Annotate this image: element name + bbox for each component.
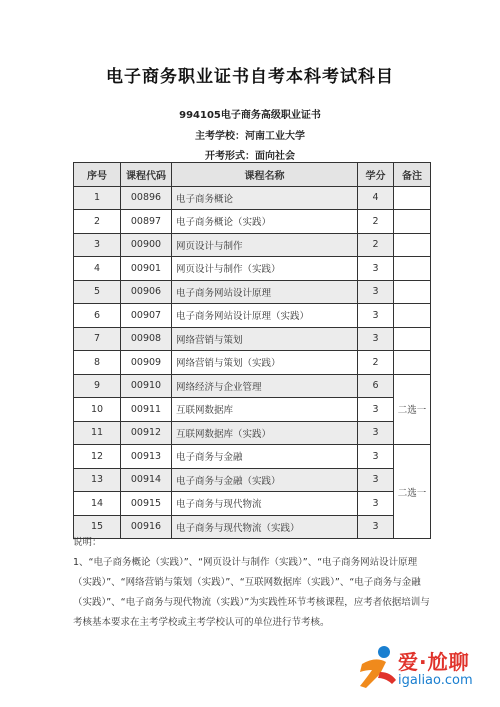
- notes-label: 说明：: [73, 537, 102, 548]
- row-name: 网页设计与制作（实践）: [172, 257, 358, 281]
- row-note: [394, 257, 431, 281]
- table-row: [74, 351, 431, 375]
- row-note: [394, 210, 431, 234]
- row-credit: 2: [358, 210, 394, 234]
- row-name: 网页设计与制作: [172, 233, 358, 257]
- row-index: 8: [74, 351, 121, 375]
- header-index: 序号: [74, 163, 121, 187]
- row-credit: 3: [358, 492, 394, 516]
- row-credit: 3: [358, 257, 394, 281]
- site-watermark: [352, 640, 492, 700]
- row-code: 00912: [121, 421, 172, 445]
- row-index: 7: [74, 327, 121, 351]
- row-credit: 3: [358, 304, 394, 328]
- table-header-row: [74, 163, 431, 187]
- row-credit: 3: [358, 468, 394, 492]
- row-index: 11: [74, 421, 121, 445]
- row-code: 00897: [121, 210, 172, 234]
- row-name: 互联网数据库: [172, 398, 358, 422]
- row-code: 00896: [121, 186, 172, 210]
- row-code: 00909: [121, 351, 172, 375]
- runner-logo-icon: [352, 642, 400, 694]
- table-row: [74, 233, 431, 257]
- row-index: 13: [74, 468, 121, 492]
- table-row: [74, 445, 431, 469]
- header-code: 课程代码: [121, 163, 172, 187]
- row-code: 00908: [121, 327, 172, 351]
- row-name: 电子商务网站设计原理（实践）: [172, 304, 358, 328]
- table-row: [74, 186, 431, 210]
- row-note: [394, 327, 431, 351]
- row-note: [394, 233, 431, 257]
- row-note: [394, 186, 431, 210]
- row-name: 电子商务与金融: [172, 445, 358, 469]
- row-index: 2: [74, 210, 121, 234]
- row-code: 00910: [121, 374, 172, 398]
- row-name: 电子商务概论: [172, 186, 358, 210]
- row-note: [394, 351, 431, 375]
- row-index: 10: [74, 398, 121, 422]
- table-row: [74, 421, 431, 445]
- row-code: 00914: [121, 468, 172, 492]
- notes-body: 1、“电子商务概论（实践）”、“网页设计与制作（实践）”、“电子商务网站设计原理（实践）”、“网络营销与策划（实践）”、“互联网数据库（实践）”、“电子商务与金融（实践）”、“电子商务与现代物流（实践）”为实践性环节考核课程，应考者依据培训与考核基本要求在主考学校或主考学校认可的单位进行节考核。: [73, 557, 430, 628]
- course-table: [73, 162, 431, 539]
- host-school-line: 主考学校：河南工业大学: [195, 131, 305, 142]
- row-note: [394, 280, 431, 304]
- table-row: [74, 210, 431, 234]
- row-code: 00900: [121, 233, 172, 257]
- row-credit: 3: [358, 515, 394, 539]
- row-name: 网络营销与策划: [172, 327, 358, 351]
- row-code: 00916: [121, 515, 172, 539]
- table-row: [74, 304, 431, 328]
- table-row: [74, 257, 431, 281]
- row-name: 电子商务与现代物流（实践）: [172, 515, 358, 539]
- certificate-code-line: 994105电子商务高级职业证书: [179, 110, 321, 121]
- row-credit: 3: [358, 280, 394, 304]
- group-note-choose-one: 二选一: [394, 445, 431, 539]
- header-credit: 学分: [358, 163, 394, 187]
- row-credit: 3: [358, 445, 394, 469]
- row-name: 互联网数据库（实践）: [172, 421, 358, 445]
- row-index: 6: [74, 304, 121, 328]
- row-index: 5: [74, 280, 121, 304]
- row-name: 网络营销与策划（实践）: [172, 351, 358, 375]
- row-credit: 6: [358, 374, 394, 398]
- table-row: [74, 374, 431, 398]
- row-credit: 3: [358, 327, 394, 351]
- row-code: 00911: [121, 398, 172, 422]
- watermark-url: igaliao.com: [398, 673, 473, 688]
- row-index: 3: [74, 233, 121, 257]
- row-index: 9: [74, 374, 121, 398]
- row-name: 电子商务概论（实践）: [172, 210, 358, 234]
- group-note-choose-one: 二选一: [394, 374, 431, 445]
- row-credit: 3: [358, 398, 394, 422]
- page-title: 电子商务职业证书自考本科考试科目: [106, 67, 394, 87]
- table-row: [74, 280, 431, 304]
- header-note: 备注: [394, 163, 431, 187]
- row-name: 电子商务网站设计原理: [172, 280, 358, 304]
- row-code: 00901: [121, 257, 172, 281]
- table-row: [74, 492, 431, 516]
- row-index: 15: [74, 515, 121, 539]
- watermark-brand: 爱·尬聊: [398, 650, 470, 674]
- table-row: [74, 468, 431, 492]
- row-index: 14: [74, 492, 121, 516]
- header-name: 课程名称: [172, 163, 358, 187]
- table-row: [74, 327, 431, 351]
- row-index: 1: [74, 186, 121, 210]
- row-index: 12: [74, 445, 121, 469]
- row-code: 00906: [121, 280, 172, 304]
- row-code: 00915: [121, 492, 172, 516]
- row-credit: 2: [358, 233, 394, 257]
- table-row: [74, 398, 431, 422]
- row-credit: 3: [358, 421, 394, 445]
- row-name: 电子商务与现代物流: [172, 492, 358, 516]
- row-code: 00913: [121, 445, 172, 469]
- row-code: 00907: [121, 304, 172, 328]
- row-note: [394, 304, 431, 328]
- exam-form-line: 开考形式：面向社会: [205, 151, 295, 162]
- notes-section: [73, 533, 433, 633]
- row-index: 4: [74, 257, 121, 281]
- row-credit: 2: [358, 351, 394, 375]
- row-name: 网络经济与企业管理: [172, 374, 358, 398]
- row-name: 电子商务与金融（实践）: [172, 468, 358, 492]
- row-credit: 4: [358, 186, 394, 210]
